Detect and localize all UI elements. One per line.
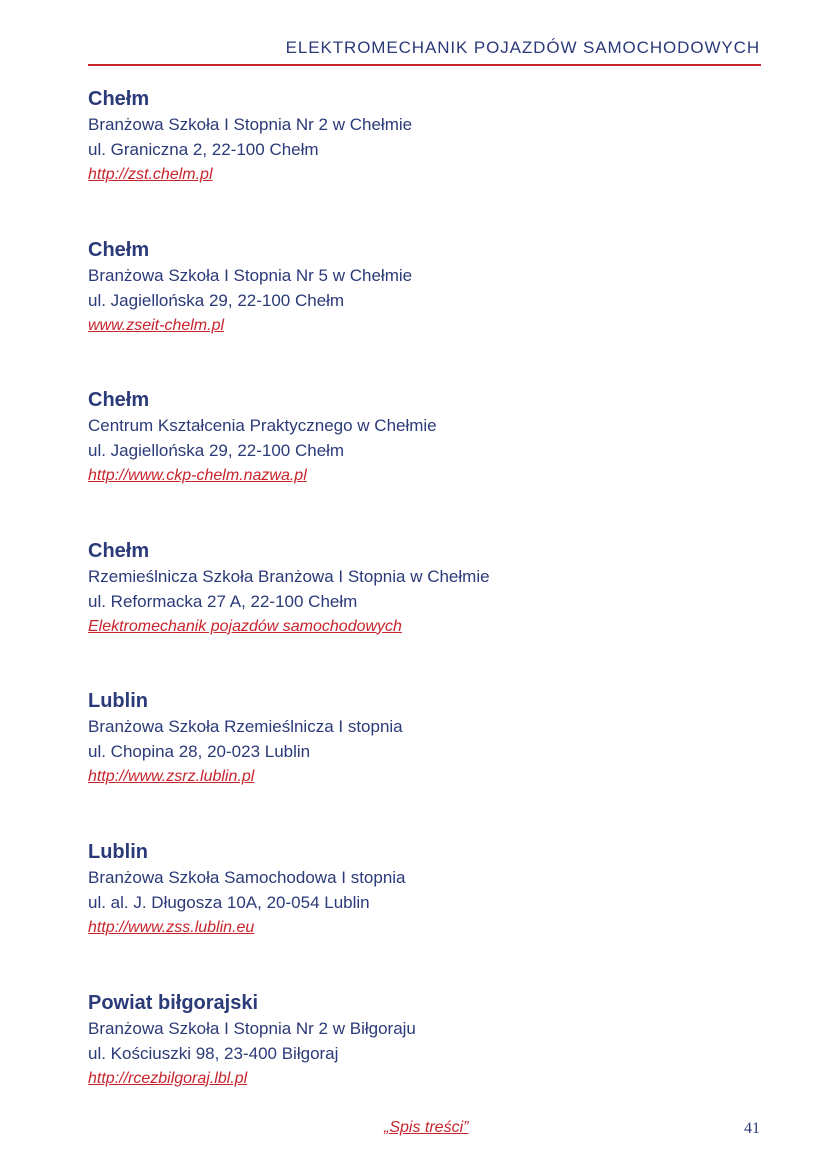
city-heading: Lublin (88, 690, 148, 713)
school-address: ul. al. J. Długosza 10A, 20-054 Lublin (88, 892, 370, 912)
school-entry (88, 839, 761, 990)
school-entry (88, 688, 761, 839)
school-website-link[interactable]: http://zst.chelm.pl (88, 166, 213, 183)
table-of-contents-link[interactable]: „Spis treści” (384, 1119, 469, 1136)
school-website-link[interactable]: Elektromechanik pojazdów samochodowych (88, 617, 402, 635)
school-name: Branżowa Szkoła I Stopnia Nr 2 w Chełmie (88, 115, 413, 134)
school-name: Branżowa Szkoła Rzemieślnicza I stopnia (88, 717, 403, 737)
school-website-link[interactable]: www.zseit-chelm.pl (88, 316, 225, 334)
school-address: ul. Jagiellońska 29, 22-100 Chełm (88, 290, 345, 310)
school-name: Centrum Kształcenia Praktycznego w Chełmie (88, 416, 437, 436)
page-header-title: ELEKTROMECHANIK POJAZDÓW SAMOCHODOWYCH (285, 38, 760, 57)
school-address: ul. Graniczna 2, 22-100 Chełm (88, 140, 319, 159)
city-heading: Chełm (88, 539, 150, 562)
page-number: 41 (744, 1120, 760, 1137)
school-entry (88, 86, 761, 237)
school-list (88, 86, 761, 1140)
school-name: Branżowa Szkoła Samochodowa I stopnia (88, 867, 406, 887)
city-heading: Chełm (88, 88, 150, 110)
city-heading: Powiat biłgorajski (88, 991, 259, 1014)
school-address: ul. Kościuszki 98, 23-400 Biłgoraj (88, 1043, 339, 1063)
school-address: ul. Jagiellońska 29, 22-100 Chełm (88, 441, 345, 461)
school-website-link[interactable]: http://rcezbilgoraj.lbl.pl (88, 1069, 248, 1087)
city-heading: Chełm (88, 389, 150, 412)
school-name: Branżowa Szkoła I Stopnia Nr 5 w Chełmie (88, 265, 413, 285)
school-entry (88, 387, 761, 538)
school-name: Branżowa Szkoła I Stopnia Nr 2 w Biłgoraju (88, 1018, 416, 1038)
school-address: ul. Chopina 28, 20-023 Lublin (88, 742, 311, 762)
school-entry (88, 538, 761, 689)
school-entry (88, 990, 761, 1141)
school-entry (88, 237, 761, 388)
header-divider (88, 64, 761, 66)
city-heading: Lublin (88, 840, 148, 863)
city-heading: Chełm (88, 238, 150, 261)
school-name: Rzemieślnicza Szkoła Branżowa I Stopnia w Chełmie (88, 566, 490, 586)
school-website-link[interactable]: http://www.zsrz.lublin.pl (88, 768, 255, 786)
school-website-link[interactable]: http://www.zss.lublin.eu (88, 918, 255, 936)
school-address: ul. Reformacka 27 A, 22-100 Chełm (88, 591, 358, 611)
school-website-link[interactable]: http://www.ckp-chelm.nazwa.pl (88, 467, 307, 485)
